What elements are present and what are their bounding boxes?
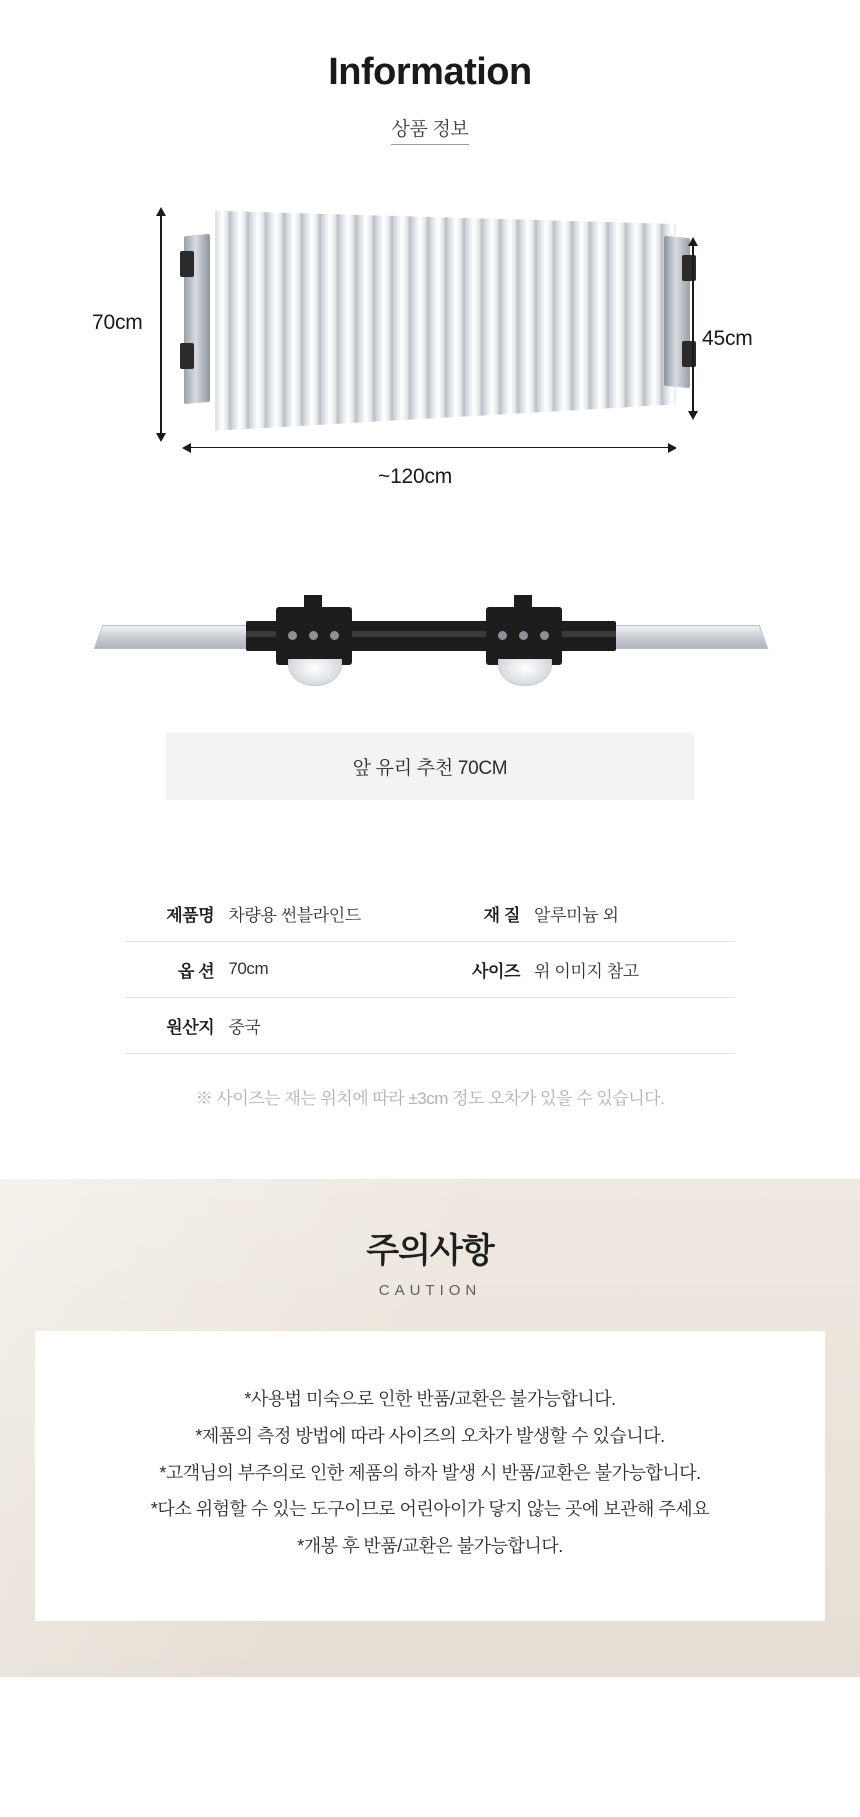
size-tolerance-note: ※ 사이즈는 재는 위치에 따라 ±3cm 정도 오차가 있을 수 있습니다.: [195, 1088, 665, 1108]
spec-value-product-name: 차량용 썬블라인드: [228, 905, 361, 925]
left-dimension-arrow-bottom: [156, 433, 166, 442]
pleated-shade-body: [196, 211, 676, 431]
suction-cup-left: [288, 659, 342, 686]
right-dimension-arrow-top: [688, 237, 698, 246]
bracket-right-stud: [514, 595, 532, 609]
clip-left-bottom: [180, 343, 194, 369]
caution-line-3: *고객님의 부주의로 인한 제품의 하자 발생 시 반품/교환은 불가능합니다.: [159, 1462, 701, 1483]
clip-left-top: [180, 251, 194, 277]
bracket-right-hole-3: [540, 631, 549, 640]
bracket-right: [486, 607, 562, 665]
table-row: [125, 886, 735, 942]
caution-line-1: *사용법 미숙으로 인한 반품/교환은 불가능합니다.: [244, 1388, 616, 1409]
spec-value-size: 위 이미지 참고: [534, 961, 639, 981]
clip-right-top: [682, 255, 696, 281]
right-dimension-arrow-bottom: [688, 411, 698, 420]
caution-line-5: *개봉 후 반품/교환은 불가능합니다.: [297, 1536, 563, 1557]
width-dimension-arrow-left: [182, 443, 191, 453]
left-dimension-arrow-top: [156, 207, 166, 216]
spec-value-material: 알루미늄 외: [534, 905, 619, 925]
spec-key-material: 재 질: [483, 905, 521, 925]
page-subtitle: 상품 정보: [391, 114, 468, 145]
caution-box: [35, 1331, 825, 1621]
dimension-diagram: [0, 193, 860, 593]
bracket-bar-illustration: [0, 585, 860, 715]
page-title: Information: [328, 51, 532, 93]
caution-line-2: *제품의 측정 방법에 따라 사이즈의 오차가 발생할 수 있습니다.: [195, 1425, 665, 1446]
bracket-right-hole-2: [519, 631, 528, 640]
width-dimension-arrow-right: [668, 443, 677, 453]
bracket-left-hole-1: [288, 631, 297, 640]
recommendation-banner: 앞 유리 추천 70CM: [166, 733, 694, 800]
caution-section: [0, 1179, 860, 1677]
spec-table: [125, 886, 735, 1054]
sunshade-illustration: [196, 211, 676, 431]
caution-title: 주의사항: [366, 1231, 494, 1270]
left-dimension-label: 70cm: [92, 310, 143, 334]
bracket-left-hole-2: [309, 631, 318, 640]
clip-right-bottom: [682, 341, 696, 367]
bracket-left-stud: [304, 595, 322, 609]
suction-cup-right: [498, 659, 552, 686]
information-header: [0, 0, 860, 145]
spec-key-empty: [431, 997, 534, 1053]
left-dimension-line: [160, 215, 162, 435]
spec-value-option: 70cm: [228, 959, 269, 979]
spec-key-option: 옵 션: [177, 961, 215, 981]
spec-key-product-name: 제품명: [166, 905, 215, 925]
caution-line-4: *다소 위험할 수 있는 도구이므로 어린아이가 닿지 않는 곳에 보관해 주세요: [150, 1499, 710, 1520]
caution-subtitle: CAUTION: [378, 1281, 482, 1299]
right-dimension-label: 45cm: [702, 326, 753, 350]
width-dimension-label: ~120cm: [378, 464, 453, 488]
spec-key-size: 사이즈: [471, 961, 521, 981]
bar-left-segment: [94, 625, 265, 649]
width-dimension-line: [190, 447, 670, 449]
table-row: [125, 941, 735, 997]
spec-value-empty: [534, 997, 735, 1053]
spec-value-origin: 중국: [228, 1017, 261, 1037]
table-row: [125, 997, 735, 1053]
bracket-left-hole-3: [330, 631, 339, 640]
bracket-left: [276, 607, 352, 665]
bar-right-segment: [598, 625, 769, 649]
right-dimension-line: [692, 245, 694, 413]
spec-key-origin: 원산지: [166, 1017, 215, 1037]
bracket-right-hole-1: [498, 631, 507, 640]
